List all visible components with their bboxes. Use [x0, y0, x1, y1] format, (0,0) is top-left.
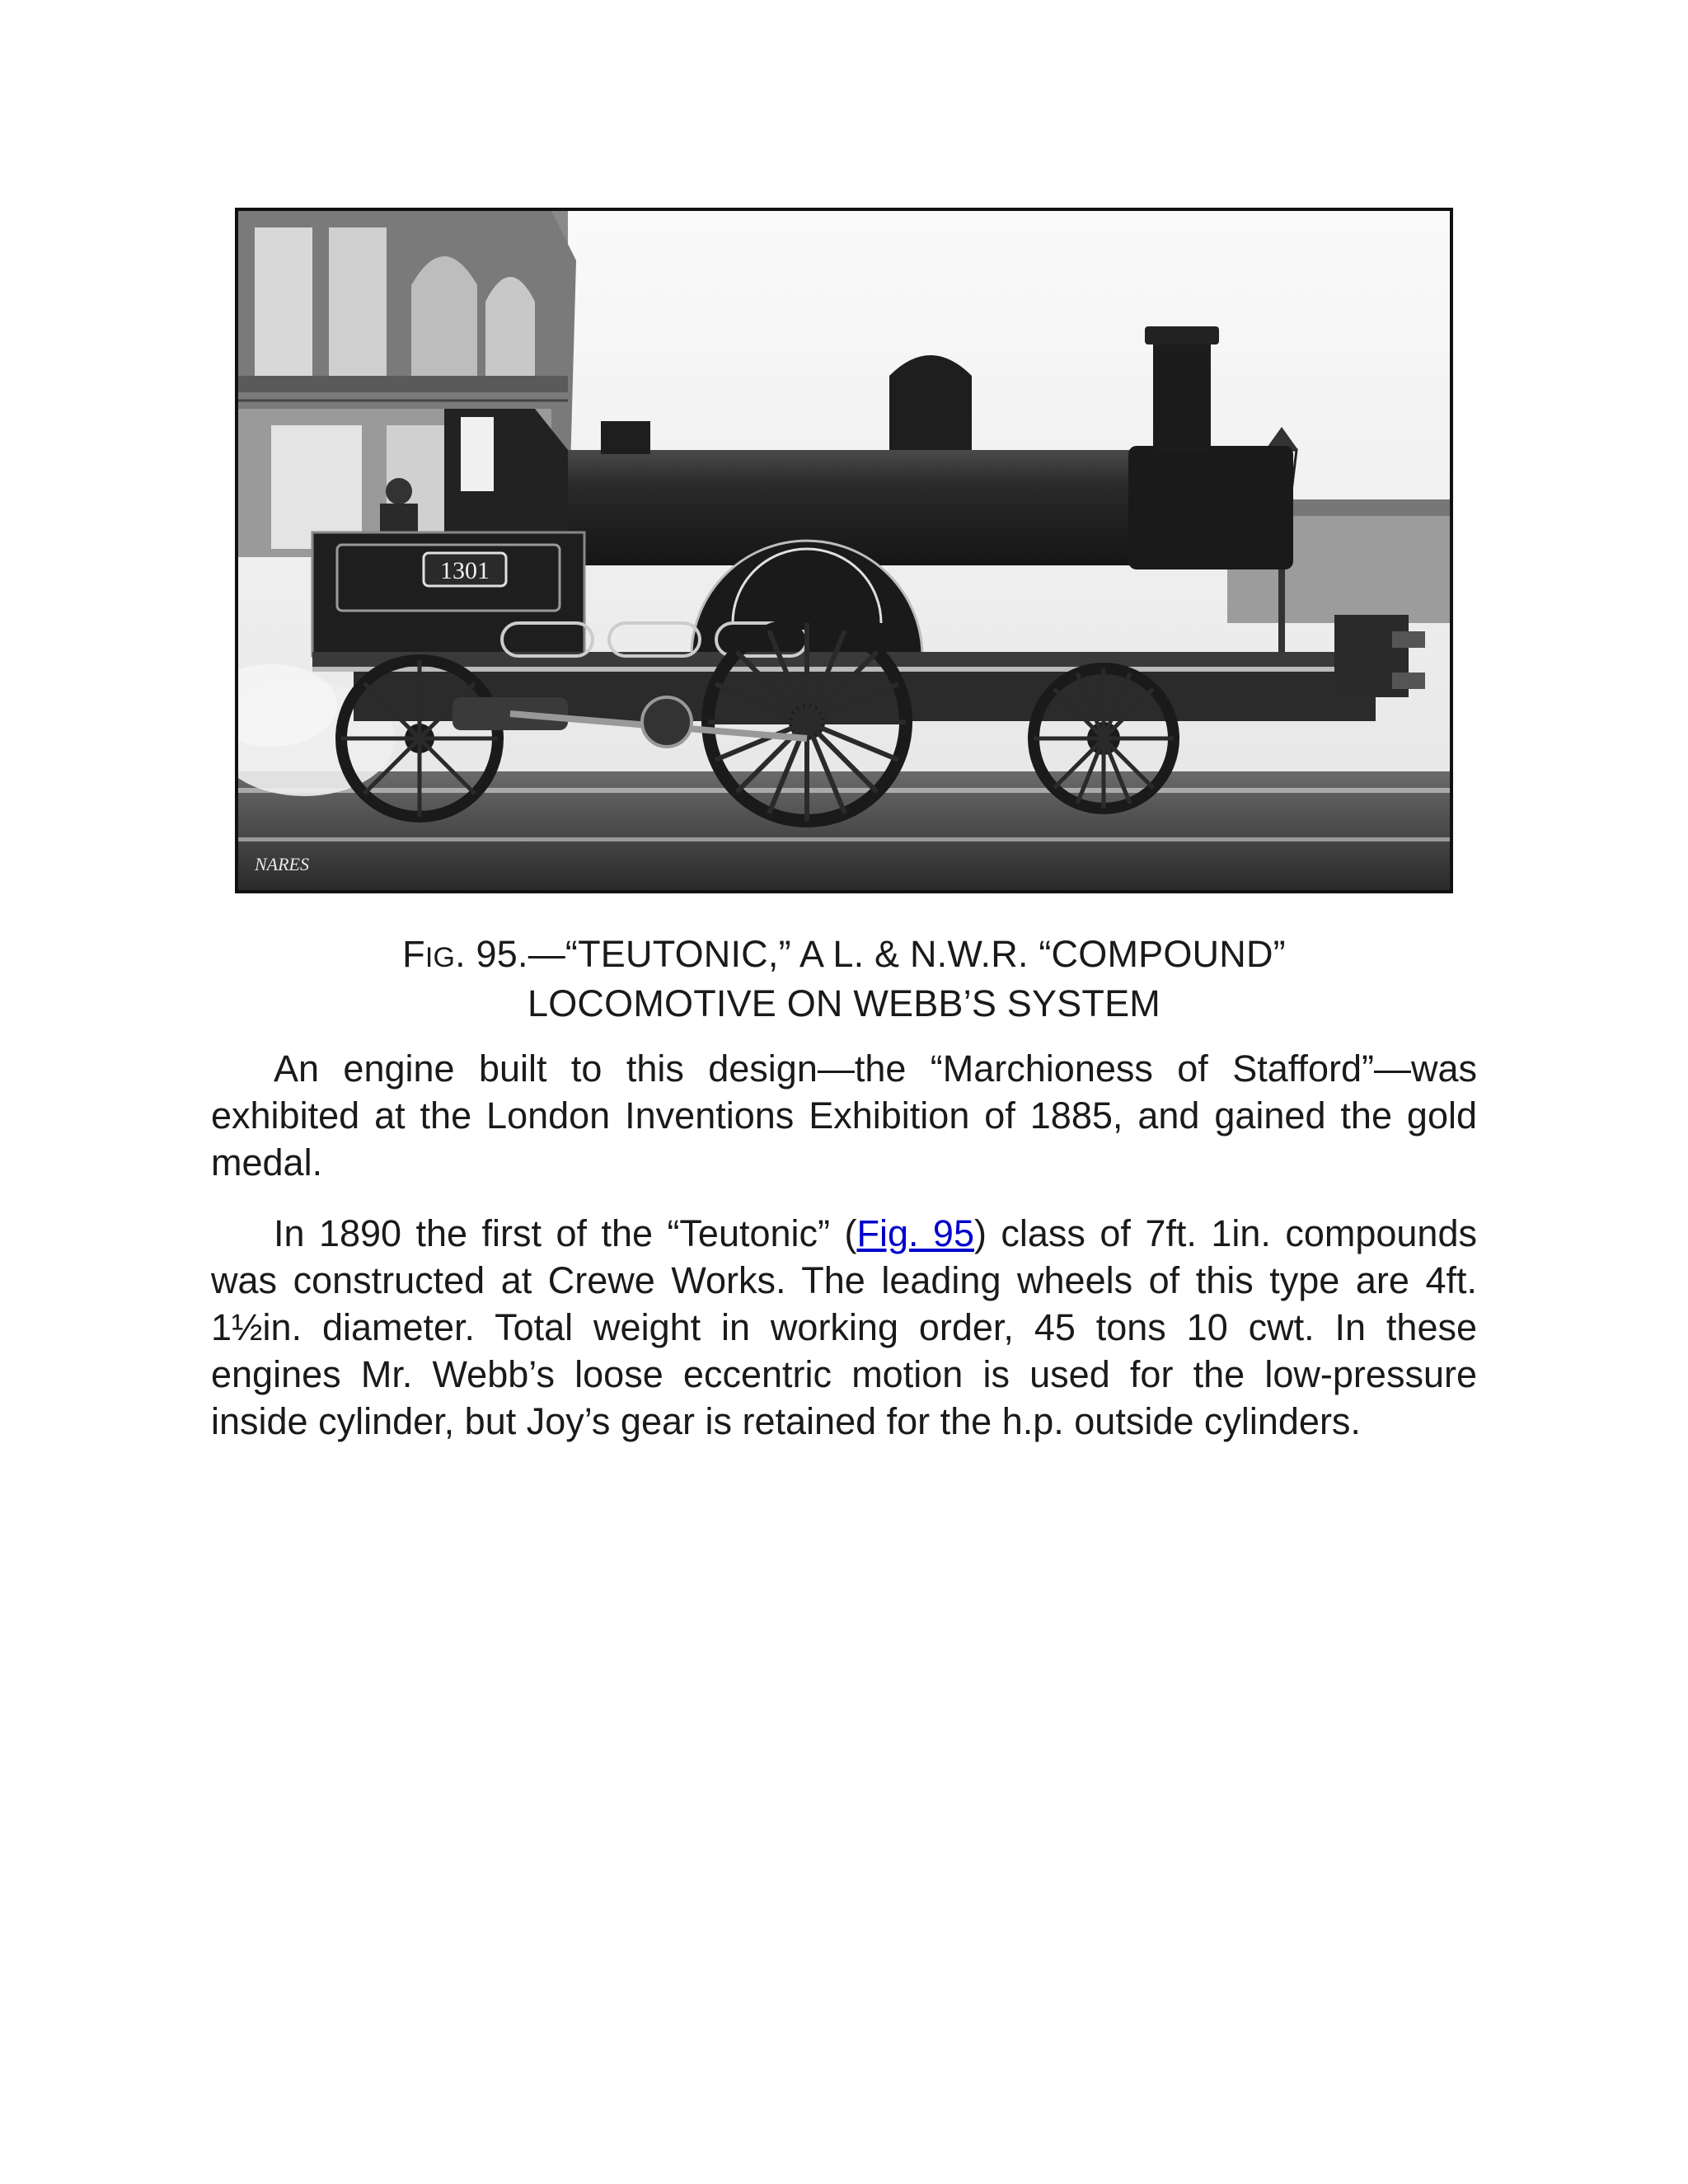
caption-line-1: [211, 931, 1477, 981]
fig-95-link[interactable]: Fig. 95: [856, 1212, 974, 1254]
driving-wheel: [708, 623, 906, 821]
rear-wheel: [341, 660, 498, 817]
engine-number-plate: 1301: [440, 557, 490, 584]
locomotive-photograph: [235, 208, 1453, 893]
caption-line-1-text: . 95.—“TEUTONIC,” A L. & N.W.R. “COMPOUND”: [455, 933, 1286, 975]
figure-caption: [211, 931, 1477, 1027]
artist-signature: NARES: [255, 854, 309, 874]
locomotive-illustration: [238, 211, 1450, 890]
caption-line-2: LOCOMOTIVE ON WEBB’S SYSTEM: [527, 982, 1160, 1024]
caption-fig-smallcaps: IG: [424, 942, 456, 973]
paragraph-1: An engine built to this design—the “Marchioness of Stafford”—was exhibited at the London Inventions Exhibition of 1885, and gained the gold medal.: [211, 1047, 1477, 1183]
paragraph-2: [211, 1210, 1477, 1445]
paragraph-2-start: In 1890 the first of the “Teutonic” (: [274, 1212, 857, 1254]
caption-fig-initial: F: [402, 933, 425, 975]
leading-wheel: [1034, 668, 1174, 808]
paragraph-2-end: ) class of 7ft. 1in. compounds was constructed at Crewe Works. The leading wheels of this type are 4ft. 1½in. diameter. Total weight in working order, 45 tons 10 cwt. In these engines Mr. Webb’s loose eccentric motion is used for the low-pressure inside cylinder, but Joy’s gear is retained for the h.p. outside cylinders.: [211, 1212, 1477, 1442]
